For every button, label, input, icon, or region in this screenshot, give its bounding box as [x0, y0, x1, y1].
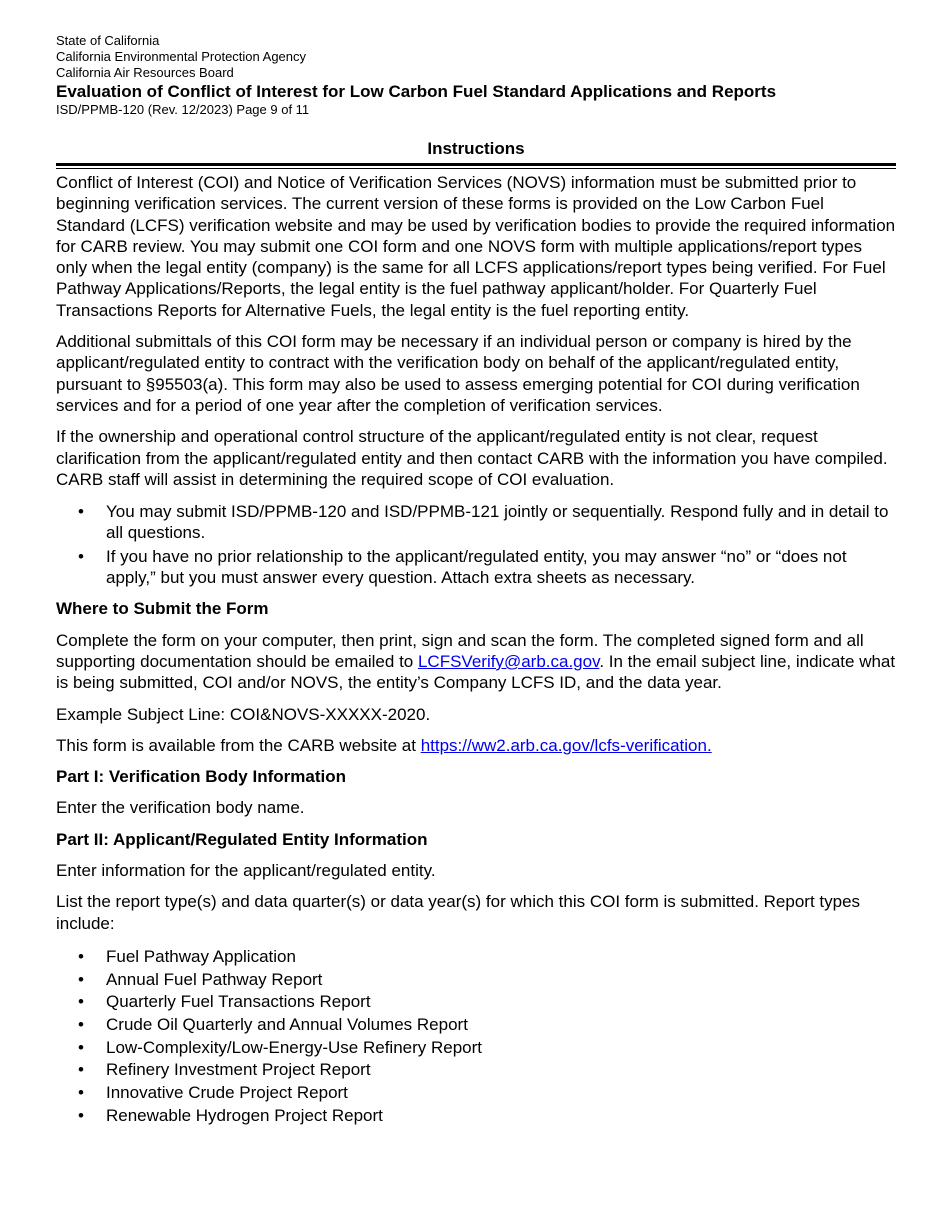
- instructions-paragraph-1: Conflict of Interest (COI) and Notice of Verification Services (NOVS) information must be submitted prior to beginning verification services. The current version of these forms is provided on the Low Carbon Fuel Standard (LCFS) verification website and may be used by verification bodies to provide the required information for CARB review. You may submit one COI form and one NOVS form with multiple applications/report types only when the legal entity (company) is the same for all LCFS applications/report types being verified. For Fuel Pathway Applications/Reports, the legal entity is the fuel pathway applicant/holder. For Quarterly Fuel Transactions Reports for Alternative Fuels, the legal entity is the fuel reporting entity.: [56, 173, 896, 320]
- list-item: • Crude Oil Quarterly and Annual Volumes Report: [56, 1014, 896, 1035]
- instructions-bullet-list: [56, 501, 896, 588]
- state-name: State of California: [56, 33, 160, 48]
- list-item: • Refinery Investment Project Report: [56, 1059, 896, 1080]
- page-header: [56, 33, 896, 118]
- instructions-paragraph-3: If the ownership and operational control structure of the applicant/regulated entity is not clear, request clarification from the applicant/regulated entity and then contact CARB with the information you have compiled. CARB staff will assist in determining the required scope of COI evaluation.: [56, 427, 888, 489]
- instructions-paragraph-2: Additional submittals of this COI form may be necessary if an individual person or company is hired by the applicant/regulated entity to contract with the verification body on behalf of the applicant/regulated entity, pursuant to §95503(a). This form may also be used to assess emerging potential for COI during verification services and for a period of one year after the completion of verification services.: [56, 332, 860, 415]
- list-item: • Fuel Pathway Application: [56, 946, 896, 967]
- form-id: ISD/PPMB-120 (Rev. 12/2023) Page 9 of 11: [56, 102, 310, 117]
- list-item: • Quarterly Fuel Transactions Report: [56, 991, 896, 1012]
- instructions-title: Instructions: [427, 139, 525, 158]
- title-rule-thin: [56, 168, 896, 169]
- form-title: Evaluation of Conflict of Interest for Low Carbon Fuel Standard Applications and Reports: [56, 82, 777, 101]
- part2-text-1: Enter information for the applicant/regulated entity.: [56, 861, 436, 881]
- part1-text: Enter the verification body name.: [56, 798, 305, 818]
- website-link[interactable]: https://ww2.arb.ca.gov/lcfs-verification.: [420, 735, 712, 755]
- list-item: • Renewable Hydrogen Project Report: [56, 1105, 896, 1126]
- agency-name: California Environmental Protection Agency: [56, 49, 307, 64]
- list-item: • Annual Fuel Pathway Report: [56, 969, 896, 990]
- website-text: This form is available from the CARB website at: [56, 735, 421, 755]
- title-rule: [56, 163, 896, 166]
- website-paragraph: [56, 735, 896, 756]
- submit-text-2: . In the email subject line, indicate what is being submitted, COI and/or NOVS, the entity’s Company LCFS ID, and the data year.: [56, 651, 896, 693]
- submit-heading: Where to Submit the Form: [56, 599, 269, 619]
- part2-text-2: List the report type(s) and data quarter(s) or data year(s) for which this COI form is submitted. Report types include:: [56, 892, 861, 933]
- board-name: California Air Resources Board: [56, 65, 234, 80]
- email-link[interactable]: LCFSVerify@arb.ca.gov: [417, 651, 600, 671]
- list-item: • Low-Complexity/Low-Energy-Use Refinery Report: [56, 1037, 896, 1058]
- submit-paragraph: [56, 630, 896, 694]
- submit-text-1: Complete the form on your computer, then print, sign and scan the form. The completed signed form and all supporting documentation should be emailed to: [56, 630, 864, 671]
- list-item: • If you have no prior relationship to the applicant/regulated entity, you may answer “no” or “does not apply,” but you must answer every question. Attach extra sheets as necessary.: [56, 546, 896, 589]
- document-page: [56, 33, 896, 1126]
- report-types-list: [56, 946, 896, 1126]
- list-item: • You may submit ISD/PPMB-120 and ISD/PPMB-121 jointly or sequentially. Respond fully and in detail to all questions.: [56, 501, 896, 544]
- list-item: • Innovative Crude Project Report: [56, 1082, 896, 1103]
- part1-heading: Part I: Verification Body Information: [56, 767, 346, 787]
- example-subject-line: Example Subject Line: COI&NOVS-XXXXX-2020.: [56, 704, 431, 724]
- part2-heading: Part II: Applicant/Regulated Entity Information: [56, 829, 428, 849]
